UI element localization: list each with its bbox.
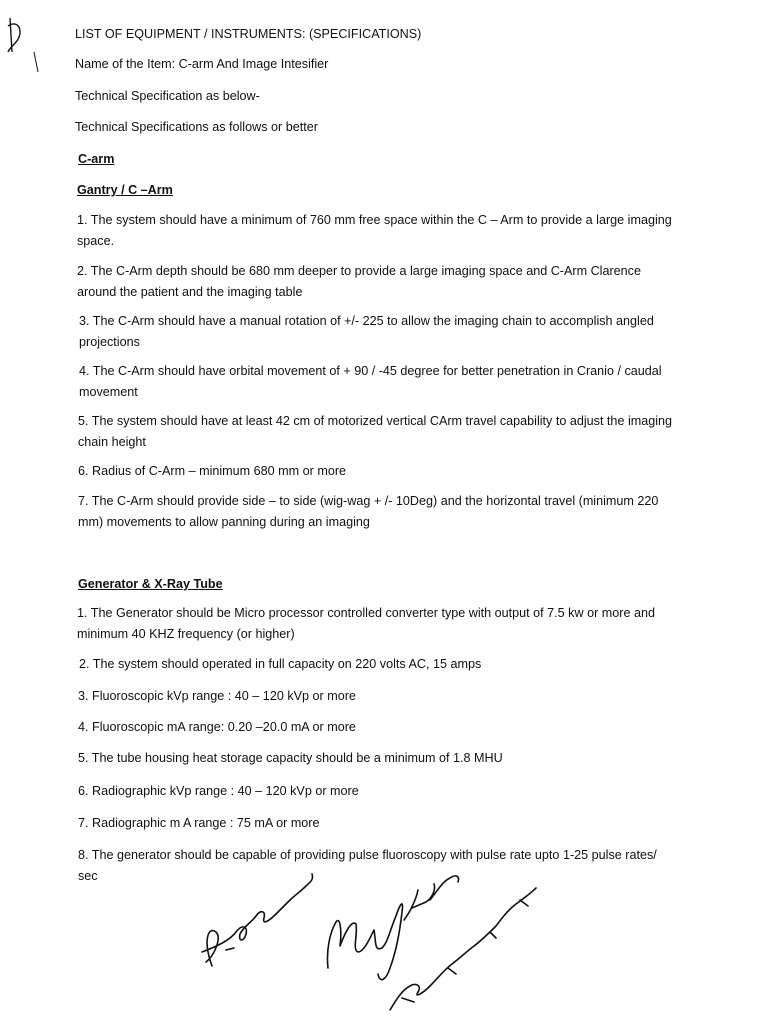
item-name: Name of the Item: C-arm And Image Intesifier xyxy=(75,57,329,71)
list-item: 8. The generator should be capable of providing pulse fluoroscopy with pulse rate upto 1-25 pulse rates/ sec xyxy=(78,848,657,883)
list-item: 5. The system should have at least 42 cm of motorized vertical CArm travel capability to adjust the imaging chain height xyxy=(78,414,673,449)
list-item: 3. The C-Arm should have a manual rotation of +/- 225 to allow the imaging chain to accomplish angled projections xyxy=(79,314,654,349)
list-item: 5. The tube housing heat storage capacity should be a minimum of 1.8 MHU xyxy=(78,751,503,765)
list-item: 2. The C-Arm depth should be 680 mm deeper to provide a large imaging space and C-Arm Clarence around the patient and the imaging table xyxy=(77,264,641,299)
list-item: 6. Radius of C-Arm – minimum 680 mm or more xyxy=(78,464,347,478)
list-item: 3. Fluoroscopic kVp range : 40 – 120 kVp or more xyxy=(78,689,356,703)
subsection-heading-gantry: Gantry / C –Arm xyxy=(77,183,173,197)
spec-intro-1: Technical Specification as below- xyxy=(75,89,260,103)
list-item: 7. Radiographic m A range : 75 mA or more xyxy=(78,816,320,830)
document-title: LIST OF EQUIPMENT / INSTRUMENTS: (SPECIFICATIONS) xyxy=(75,27,422,41)
section-heading-generator: Generator & X-Ray Tube xyxy=(78,577,223,591)
section-heading-carm: C-arm xyxy=(78,152,115,166)
handwritten-page-number xyxy=(4,12,44,72)
handwritten-signatures xyxy=(190,860,570,1024)
list-item: 4. Fluoroscopic mA range: 0.20 –20.0 mA or more xyxy=(78,720,356,734)
spec-intro-2: Technical Specifications as follows or better xyxy=(75,120,318,134)
list-item: 6. Radiographic kVp range : 40 – 120 kVp or more xyxy=(78,784,359,798)
list-item: 2. The system should operated in full capacity on 220 volts AC, 15 amps xyxy=(79,657,482,671)
list-item: 7. The C-Arm should provide side – to side (wig-wag + /- 10Deg) and the horizontal travel (minimum 220 mm) movements to allow panning during an imaging xyxy=(78,494,659,529)
list-item: 1. The system should have a minimum of 760 mm free space within the C – Arm to provide a large imaging space. xyxy=(77,213,672,248)
list-item: 1. The Generator should be Micro processor controlled converter type with output of 7.5 kw or more and minimum 40 KHZ frequency (or higher) xyxy=(77,606,655,641)
list-item: 4. The C-Arm should have orbital movement of + 90 / -45 degree for better penetration in Cranio / caudal movement xyxy=(79,364,662,399)
